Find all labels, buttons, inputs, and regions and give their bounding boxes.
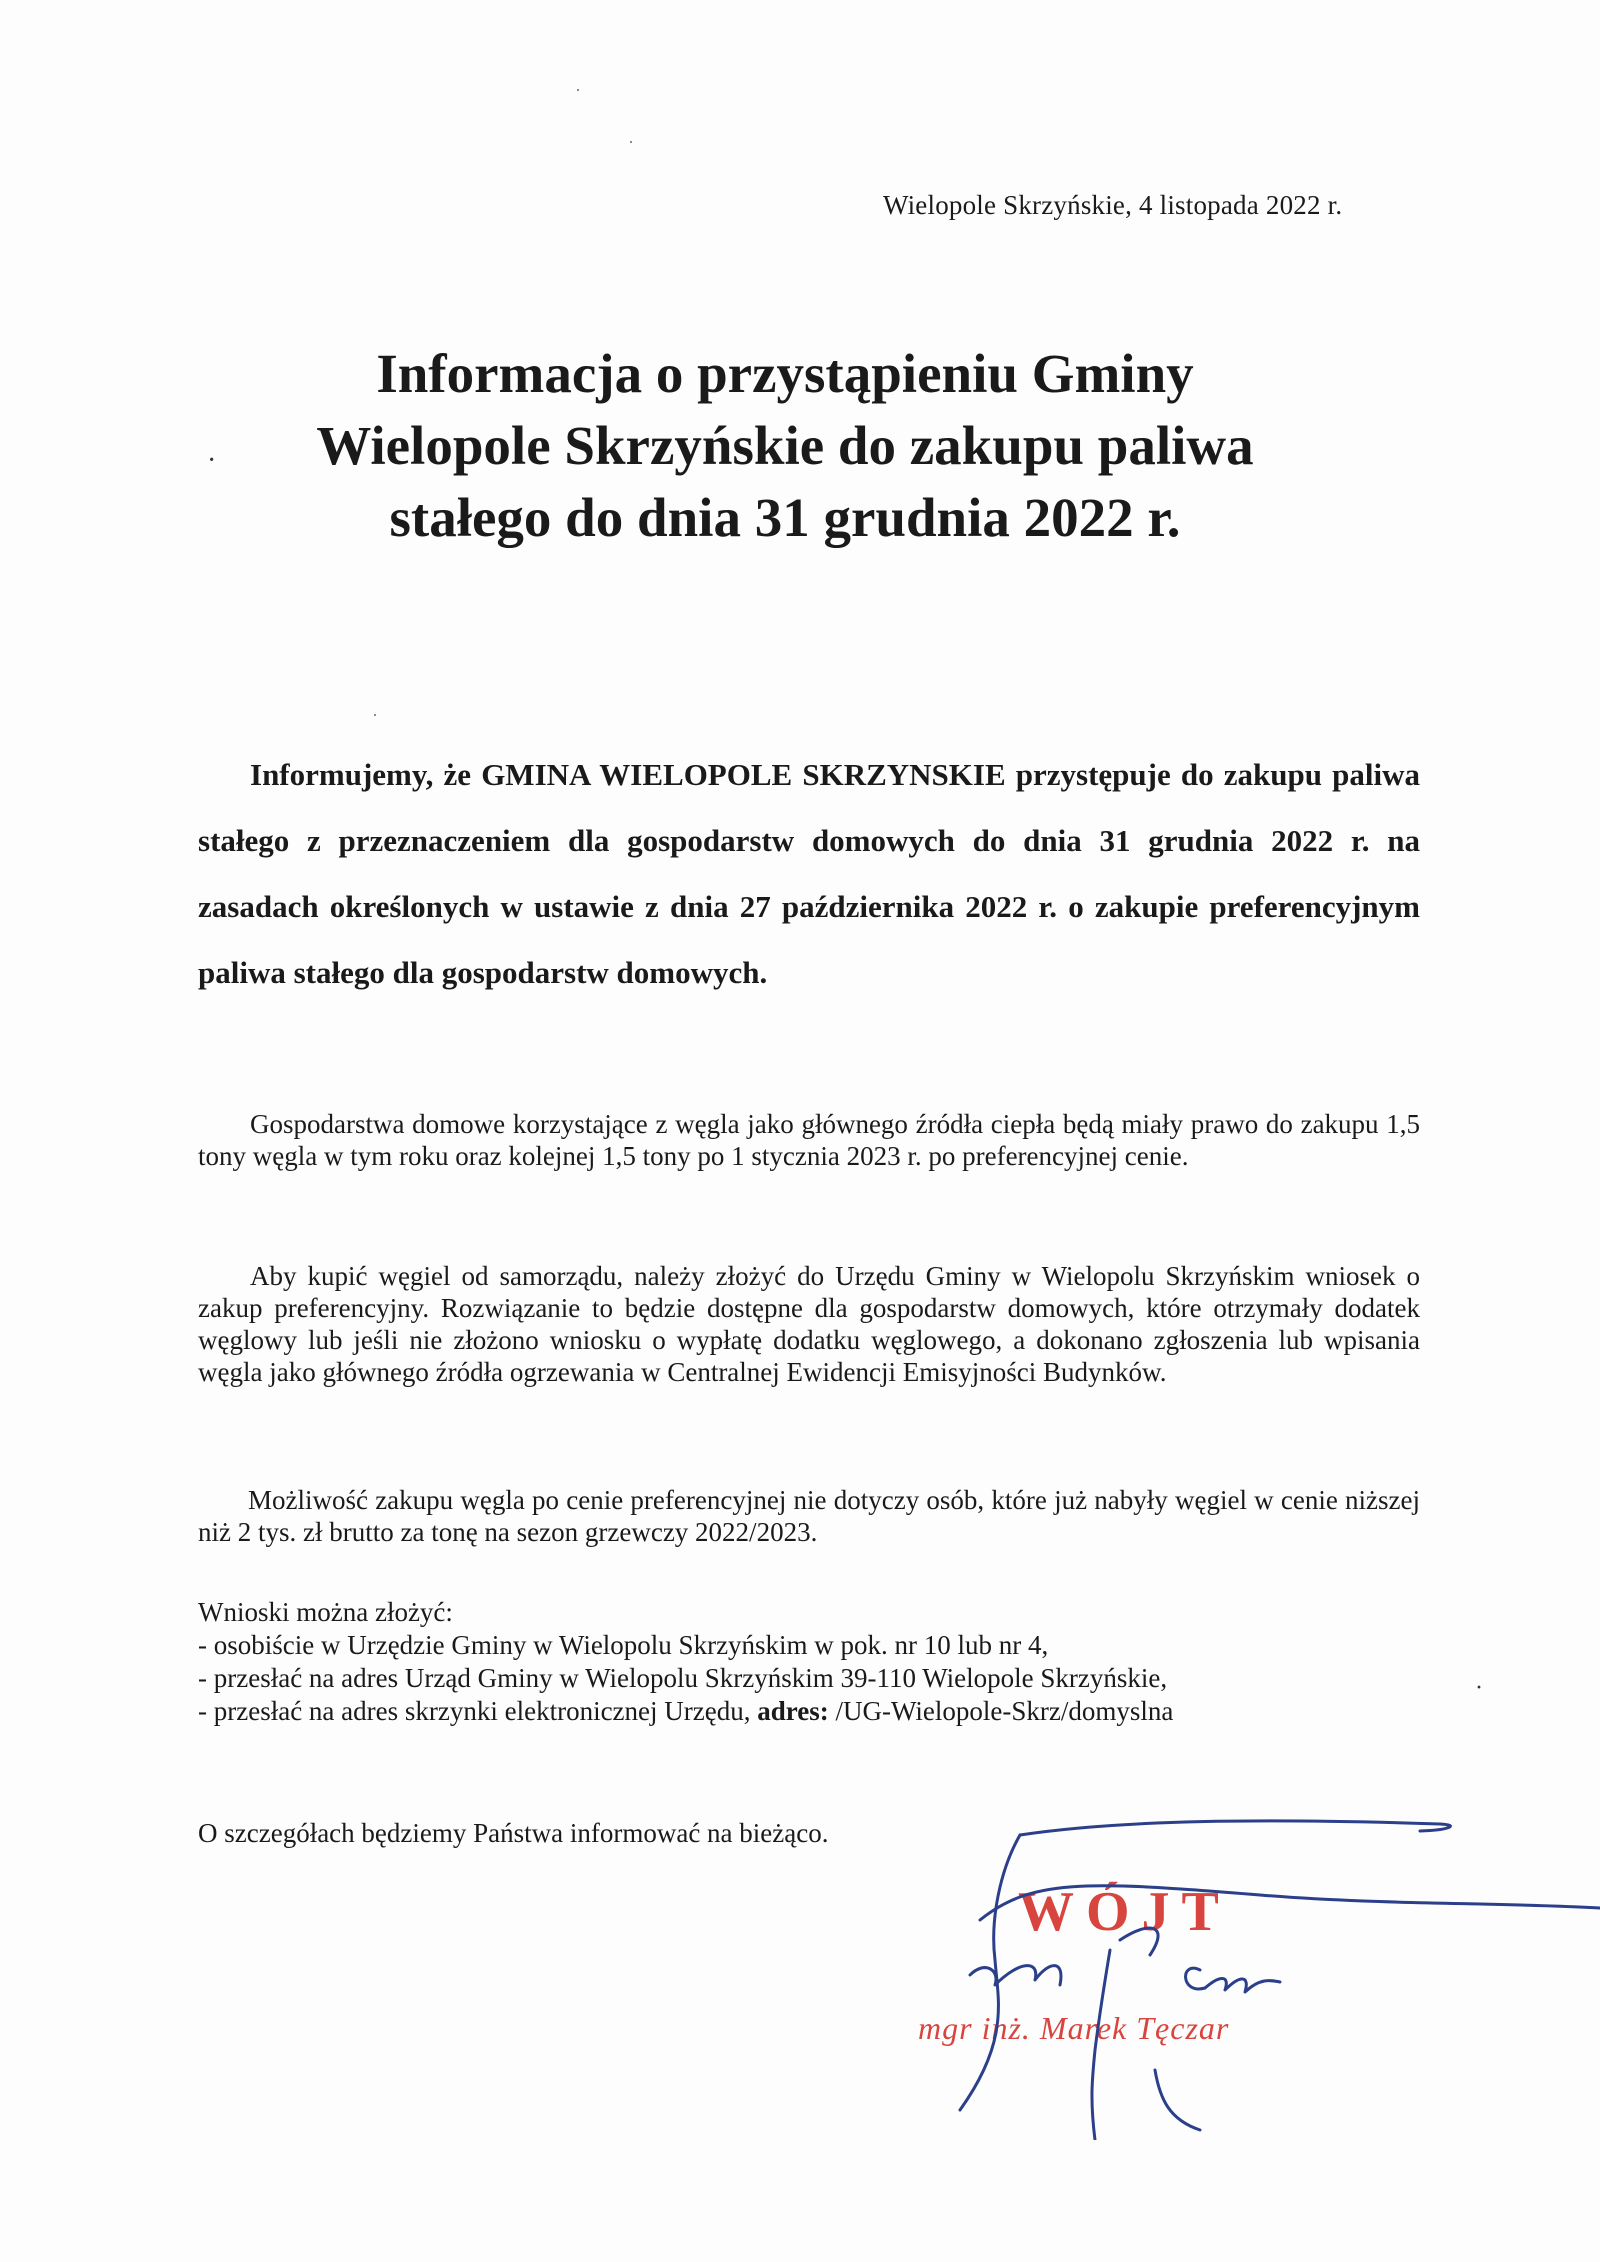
scan-speck: · [1475, 1675, 1483, 1701]
application-method-post: - przesłać na adres Urząd Gminy w Wielopolu Skrzyńskim 39-110 Wielopole Skrzyńskie, [198, 1663, 1168, 1693]
paragraph-how-to-buy: Aby kupić węgiel od samorządu, należy złożyć do Urzędu Gminy w Wielopolu Skrzyńskim wniosek o zakup preferencyjny. Rozwiązanie to będzie dostępne dla gospodarstw domowych, które otrzymały dodatek węglowy lub jeśli nie złożono wniosku o wypłatę dodatku węglowego, a dokonano zgłoszenia lub wpisania węgla jako głównego źródła ogrzewania w Centralnej Ewidencji Emisyjności Budynków. [198, 1261, 1420, 1387]
handwritten-signature [900, 1810, 1600, 2140]
closing-note: O szczegółach będziemy Państwa informować na bieżąco. [198, 1818, 829, 1848]
application-method-electronic [198, 1695, 1448, 1728]
application-method-in-person: - osobiście w Urzędzie Gminy w Wielopolu Skrzyńskim w pok. nr 10 lub nr 4, [198, 1630, 1049, 1660]
applications-list [198, 1596, 1448, 1728]
stamp-title: WÓJT [1018, 1881, 1231, 1943]
title-line-2: Wielopole Skrzyńskie do zakupu paliwa [316, 415, 1254, 476]
scan-speck: · [575, 80, 581, 100]
scan-speck: · [207, 445, 217, 476]
document-title [180, 338, 1390, 554]
scan-speck: · [628, 132, 634, 152]
electronic-address-label: adres: [757, 1696, 829, 1726]
stamp-name: mgr inż. Marek Tęczar [918, 2010, 1230, 2046]
lead-paragraph: Informujemy, że GMINA WIELOPOLE SKRZYNSKIE przystępuje do zakupu paliwa stałego z przeznaczeniem dla gospodarstw domowych do dnia 31 grudnia 2022 r. na zasadach określonych w ustawie z dnia 27 października 2022 r. o zakupie preferencyjnym paliwa stałego dla gospodarstw domowych. [198, 757, 1420, 990]
title-line-3: stałego do dnia 31 grudnia 2022 r. [389, 487, 1181, 548]
place-date: Wielopole Skrzyńskie, 4 listopada 2022 r. [883, 190, 1343, 220]
paragraph-coal-entitlement: Gospodarstwa domowe korzystające z węgla jako głównego źródła ciepła będą miały prawo do zakupu 1,5 tony węgla w tym roku oraz kolejnej 1,5 tony po 1 stycznia 2023 r. po preferencyjnej cenie. [198, 1109, 1420, 1171]
electronic-prefix: - przesłać na adres skrzynki elektronicznej Urzędu, [198, 1696, 758, 1726]
applications-heading: Wnioski można złożyć: [198, 1597, 453, 1627]
scan-speck: · [372, 705, 378, 725]
title-line-1: Informacja o przystąpieniu Gminy [376, 343, 1194, 404]
paragraph-exclusion: Możliwość zakupu węgla po cenie preferencyjnej nie dotyczy osób, które już nabyły węgiel w cenie niższej niż 2 tys. zł brutto za tonę na sezon grzewczy 2022/2023. [198, 1485, 1420, 1547]
electronic-address-value: /UG-Wielopole-Skrz/domyslna [828, 1696, 1174, 1726]
